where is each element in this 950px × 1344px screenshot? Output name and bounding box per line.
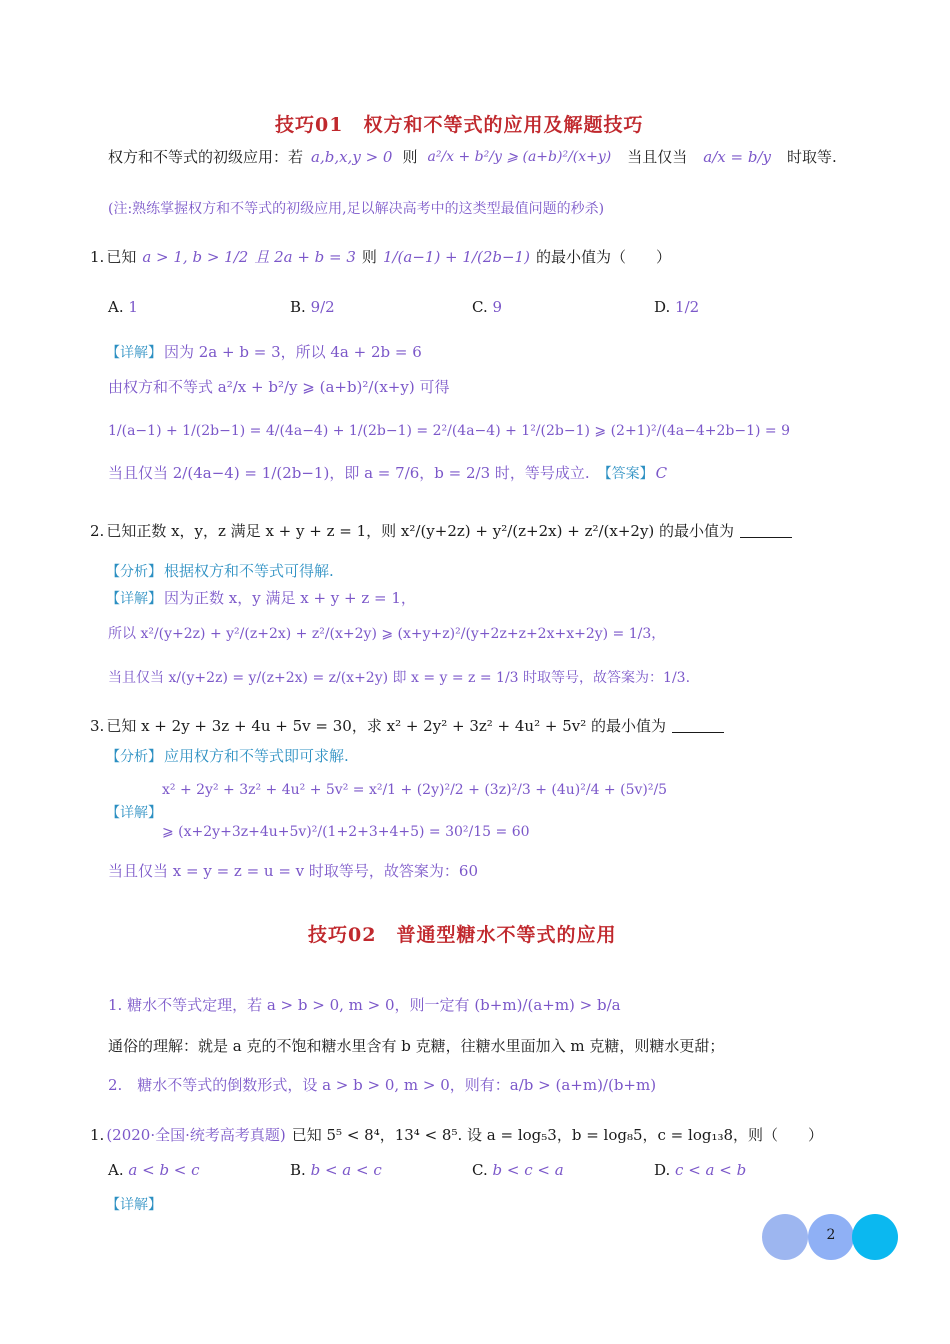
q1-option-d-label: D.: [654, 298, 671, 316]
q1-option-d[interactable]: [654, 298, 699, 316]
q1-option-b-value: 9/2: [310, 298, 335, 316]
q1-option-d-value: 1/2: [675, 298, 700, 316]
section2-paragraph1: 1. 糖水不等式定理，若 a > b > 0, m > 0，则一定有 (b+m)/(a+m) > b/a: [108, 996, 621, 1014]
intro-prefix: 权方和不等式的初级应用：若: [108, 148, 304, 166]
q3-answer-blank[interactable]: [672, 718, 724, 733]
q4-option-c[interactable]: [472, 1161, 564, 1179]
q1-option-a-value: 1: [128, 298, 138, 316]
q2-solution-tag: 【详解】: [106, 590, 162, 607]
q4-number: 1.: [90, 1125, 105, 1144]
q2-analysis: [106, 560, 334, 581]
q1-solution-line2: 由权方和不等式 a²/x + b²/y ⩾ (a+b)²/(x+y) 可得: [108, 378, 450, 396]
q4-stem: [90, 1124, 823, 1145]
q4-option-d-value: c < a < b: [675, 1161, 747, 1179]
q3-analysis-text: 应用权方和不等式即可求解.: [164, 747, 349, 765]
q3-solution-line3: 当且仅当 x = y = z = u = v 时取等号，故答案为：60: [108, 862, 479, 880]
q4-option-c-value: b < c < a: [492, 1161, 564, 1179]
q4-option-a-value: a < b < c: [128, 1161, 200, 1179]
q3-solution-tag: 【详解】: [106, 805, 162, 821]
section2-heading: 技巧02 普通型糖水不等式的应用: [308, 924, 617, 946]
section1-heading: 技巧01 权方和不等式的应用及解题技巧: [275, 114, 644, 136]
q3-analysis: [106, 745, 349, 766]
q3-stem: [90, 715, 724, 736]
q4-option-b-label: B.: [290, 1161, 306, 1179]
q1-solution-line3: 1/(a−1) + 1/(2b−1) = 4/(4a−4) + 1/(2b−1) = 2²/(4a−4) + 1²/(2b−1) ⩾ (2+1)²/(4a−4+2b−1) = 9: [108, 423, 790, 439]
q3-analysis-tag: 【分析】: [106, 748, 162, 765]
q1-answer: C: [655, 463, 668, 482]
q3-solution-line1: x² + 2y² + 3z² + 4u² + 5v² = x²/1 + (2y)²/2 + (3z)²/3 + (4u)²/4 + (5v)²/5: [162, 782, 668, 798]
q1-solution-tag: 【详解】: [106, 344, 162, 361]
intro-condition: a,b,x,y > 0: [311, 147, 393, 166]
q4-stem-text: 已知 5⁵ < 8⁴，13⁴ < 8⁵. 设 a = log₅3，b = log₈5，c = log₁₃8，则（ ）: [291, 1126, 824, 1144]
q1-option-a[interactable]: [108, 298, 138, 316]
q1-option-a-label: A.: [108, 298, 124, 316]
q1-number: 1.: [90, 247, 105, 266]
q1-stem-suffix: 的最小值为（ ）: [535, 248, 671, 266]
page-circle-left: [762, 1214, 808, 1260]
q1-condition: a > 1, b > 1/2: [142, 247, 249, 266]
q1-option-c-label: C.: [472, 298, 488, 316]
q4-option-d[interactable]: [654, 1161, 746, 1179]
q1-stem-prefix: 已知: [106, 248, 137, 266]
q2-answer-blank[interactable]: [740, 523, 792, 538]
q2-solution-line1: [106, 587, 416, 608]
q2-stem-text: 已知正数 x，y，z 满足 x + y + z = 1，则 x²/(y+2z) + y²/(z+2x) + z²/(x+2y) 的最小值为: [106, 522, 735, 540]
section1-intro: [108, 146, 837, 167]
q1-option-c[interactable]: [472, 298, 502, 316]
q1-option-b[interactable]: [290, 298, 335, 316]
q3-stem-text: 已知 x + 2y + 3z + 4u + 5v = 30，求 x² + 2y² + 3z² + 4u² + 5v² 的最小值为: [106, 717, 667, 735]
q1-answer-tag: 【答案】: [597, 465, 654, 482]
q4-option-c-label: C.: [472, 1161, 488, 1179]
q1-solution-text1: 因为 2a + b = 3，所以 4a + 2b = 6: [164, 343, 422, 361]
q4-option-d-label: D.: [654, 1161, 671, 1179]
section2-paragraph3: 2. 糖水不等式的倒数形式，设 a > b > 0, m > 0，则有：a/b > (a+m)/(b+m): [108, 1076, 657, 1094]
page-circle-right: [852, 1214, 898, 1260]
section1-note: (注:熟练掌握权方和不等式的初级应用,足以解决高考中的这类型最值问题的秒杀): [108, 201, 605, 217]
q4-solution-tag: 【详解】: [106, 1197, 162, 1213]
intro-then: 则: [402, 148, 418, 166]
q3-number: 3.: [90, 716, 105, 735]
q4-option-a[interactable]: [108, 1161, 200, 1179]
q4-option-a-label: A.: [108, 1161, 124, 1179]
q2-number: 2.: [90, 521, 105, 540]
q1-solution-line1: [106, 341, 422, 362]
q2-solution-line3: 当且仅当 x/(y+2z) = y/(z+2x) = z/(x+2y) 即 x = y = z = 1/3 时取等号，故答案为：1/3.: [108, 670, 691, 686]
intro-eq-prefix: 当且仅当: [627, 148, 688, 166]
page-number: 2: [826, 1227, 836, 1243]
q1-expression: 1/(a−1) + 1/(2b−1): [382, 247, 530, 266]
q1-option-b-label: B.: [290, 298, 306, 316]
q1-stem: [90, 246, 671, 267]
q4-option-b-value: b < a < c: [310, 1161, 382, 1179]
q2-solution-text1: 因为正数 x，y 满足 x + y + z = 1，: [164, 589, 416, 607]
intro-eq-condition: a/x = b/y: [703, 147, 771, 166]
q1-condition2: 且 2a + b = 3: [254, 248, 356, 266]
q2-solution-line2: 所以 x²/(y+2z) + y²/(z+2x) + z²/(x+2y) ⩾ (x+y+z)²/(y+2z+z+2x+x+2y) = 1/3，: [108, 626, 666, 642]
q4-option-b[interactable]: [290, 1161, 382, 1179]
intro-formula: a²/x + b²/y ⩾ (a+b)²/(x+y): [427, 148, 612, 165]
q2-analysis-text: 根据权方和不等式可得解.: [164, 562, 334, 580]
q4-source: (2020·全国·统考高考真题): [106, 1126, 286, 1144]
section2-paragraph2: 通俗的理解：就是 a 克的不饱和糖水里含有 b 克糖，往糖水里面加入 m 克糖，则糖水更甜；: [108, 1037, 725, 1055]
q1-stem-mid: 则: [361, 248, 377, 266]
q3-solution-line2: ⩾ (x+2y+3z+4u+5v)²/(1+2+3+4+5) = 30²/15 = 60: [162, 824, 530, 840]
q2-stem: [90, 520, 792, 541]
q1-option-c-value: 9: [492, 298, 503, 316]
q1-solution-line4: [108, 462, 667, 483]
q1-solution-text4: 当且仅当 2/(4a−4) = 1/(2b−1)，即 a = 7/6，b = 2/3 时，等号成立.: [108, 464, 590, 482]
intro-suffix: 时取等.: [786, 148, 837, 166]
q2-analysis-tag: 【分析】: [106, 563, 162, 580]
